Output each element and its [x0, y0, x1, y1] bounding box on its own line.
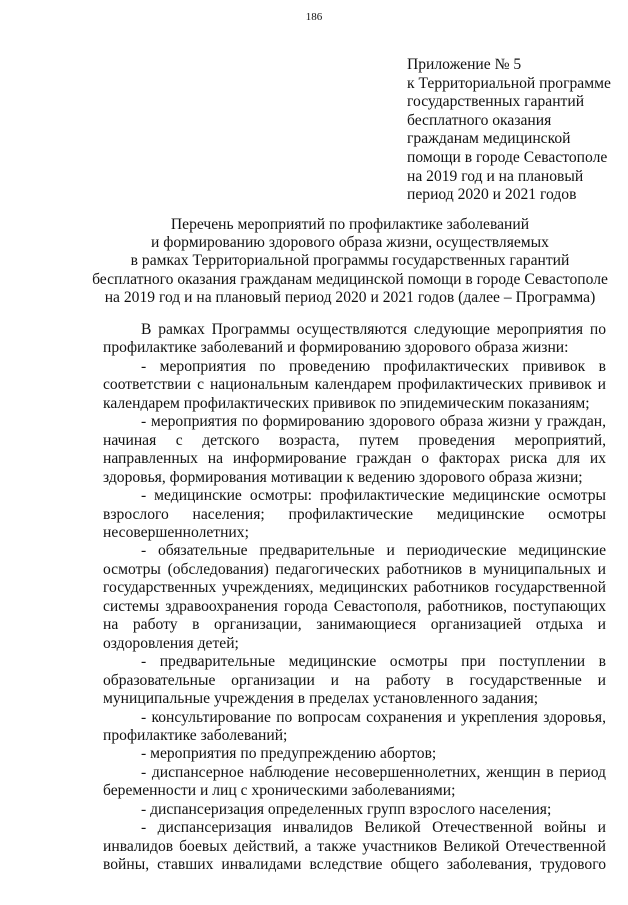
title-line: Перечень мероприятий по профилактике заболеваний	[170, 216, 530, 233]
title-line: на 2019 год и на плановый период 2020 и 2021 годов (далее – Программа)	[104, 288, 596, 306]
title-line: и формированию здорового образа жизни, осуществляемых	[151, 234, 549, 252]
document-title	[60, 216, 628, 307]
title-line: в рамках Территориальной программы государственных гарантий	[130, 252, 570, 270]
title-line: бесплатного оказания гражданам медицинской помощи в городе Севастополе	[92, 270, 608, 288]
list-item-adult-dispensarization: - диспансеризация определенных групп взрослого населения;	[141, 800, 552, 818]
appendix-line: бесплатного оказания	[407, 111, 552, 129]
body-paragraph-intro: В рамках Программы осуществляются следующие мероприятия по профилактике заболеваний и формированию здорового образа жизни:	[103, 321, 606, 357]
list-item-mandatory-exams: - обязательные предварительные и периодические медицинские осмотры (обследования) педагогических работников в муниципальных и государственных учреждениях, медицинских работников государственной системы здравоохранения города Севастополя, работников, поступающих на работу в организации, занимающиеся организацией отдыха и оздоровления детей;	[103, 542, 606, 652]
list-item-abortion-prevention: - мероприятия по предупреждению абортов;	[141, 745, 437, 763]
list-item-medical-exams: - медицинские осмотры: профилактические медицинские осмотры взрослого населения; профилактические медицинские осмотры несовершеннолетних;	[103, 487, 606, 541]
list-item-preliminary-exams: - предварительные медицинские осмотры при поступлении в образовательные организации и на работу в государственные и муниципальные учреждения в пределах установленного задания;	[103, 653, 606, 708]
list-item-consulting: - консультирование по вопросам сохранения и укрепления здоровья, профилактике заболеваний;	[103, 708, 606, 744]
appendix-line: период 2020 и 2021 годов	[407, 186, 577, 204]
appendix-line: к Территориальной программе	[407, 74, 611, 92]
document-body	[103, 321, 606, 875]
list-item-veterans-dispensarization: - диспансеризация инвалидов Великой Отечественной войны и инвалидов боевых действий, а также участников Великой Отечественной войны, ставших инвалидами вследствие общего заболевания, трудового	[103, 819, 606, 874]
appendix-line: на 2019 год и на плановый	[407, 167, 584, 185]
appendix-line: помощи в городе Севастополе	[407, 148, 608, 166]
list-item-dispensary-observation: - диспансерное наблюдение несовершеннолетних, женщин в период беременности и лиц с хроническими заболеваниями;	[103, 763, 606, 800]
appendix-header	[407, 56, 622, 205]
list-item-healthy-lifestyle: - мероприятия по формированию здорового образа жизни у граждан, начиная с детского возраста, путем проведения мероприятий, направленных на информирование граждан о факторах риска для их здоровья, формирования мотивации к ведению здорового образа жизни;	[103, 413, 606, 486]
appendix-line: Приложение № 5	[407, 56, 522, 73]
page-number: 186	[305, 11, 323, 23]
list-item-vaccinations: - мероприятия по проведению профилактических прививок в соответствии с национальным календарем профилактических прививок и календарем профилактических прививок по эпидемическим показаниям;	[103, 357, 606, 412]
appendix-line: гражданам медицинской	[407, 130, 571, 148]
appendix-line: государственных гарантий	[407, 93, 585, 111]
